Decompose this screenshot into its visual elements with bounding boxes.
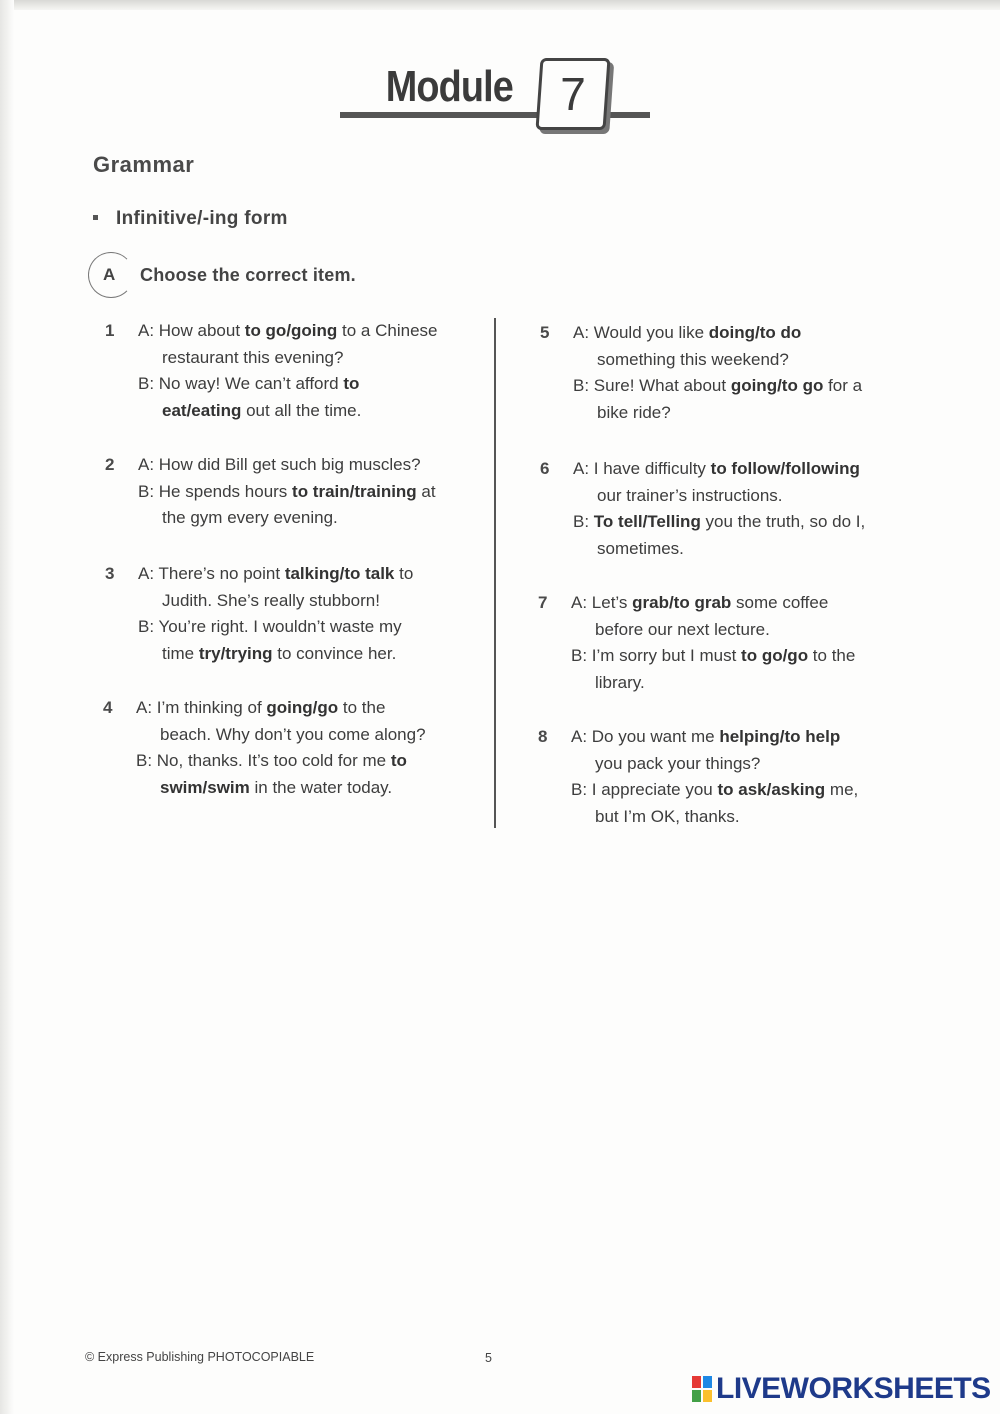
dialogue-text: for a (823, 376, 863, 395)
dialogue-text: B: I appreciate you (571, 780, 718, 799)
dialogue-text: A: Do you want me (571, 727, 720, 746)
dialogue-line-continuation (595, 670, 645, 697)
dialogue-text: to (394, 564, 414, 583)
subsection-title: Infinitive/-ing form (116, 208, 288, 229)
dialogue-line-speaker (571, 590, 828, 617)
dialogue-line-continuation (595, 617, 770, 644)
dialogue-line-speaker (138, 479, 436, 506)
answer-choice[interactable]: grab/to grab (632, 593, 732, 612)
dialogue-text: A: Let’s (571, 593, 633, 612)
answer-choice[interactable]: eat/eating (162, 400, 242, 420)
dialogue-text: sometimes. (597, 538, 684, 558)
liveworksheets-watermark: LIVEWORKSHEETS (716, 1372, 991, 1405)
answer-choice[interactable]: to ask/asking (717, 780, 826, 799)
dialogue-text: time (162, 643, 199, 663)
dialogue-text: A: There’s no point (138, 564, 285, 583)
column-divider (494, 318, 496, 828)
exercise-letter: A (103, 265, 116, 284)
dialogue-text: bike ride? (597, 402, 671, 422)
item-number: 6 (540, 459, 550, 478)
dialogue-text: before our next lecture. (595, 619, 770, 639)
exercise-instruction: Choose the correct item. (140, 265, 356, 285)
dialogue-text: you pack your things? (595, 753, 761, 773)
dialogue-line-speaker (136, 695, 385, 722)
dialogue-line-continuation (595, 804, 740, 831)
dialogue-line-continuation (162, 505, 338, 532)
dialogue-text: A: How about (138, 321, 245, 340)
dialogue-line-continuation (597, 400, 671, 427)
liveworksheets-logo-icon (692, 1376, 712, 1402)
dialogue-text: some coffee (731, 593, 829, 612)
dialogue-line-speaker (138, 452, 421, 479)
answer-choice[interactable]: going/go (266, 698, 339, 717)
dialogue-line-speaker (571, 724, 840, 751)
page-number: 5 (485, 1351, 492, 1365)
dialogue-line-continuation (595, 751, 760, 778)
answer-choice[interactable]: going/to go (730, 376, 824, 395)
answer-choice[interactable]: talking/to talk (284, 564, 395, 583)
dialogue-text: you the truth, so do I, (700, 512, 866, 531)
dialogue-line-continuation (162, 345, 343, 372)
dialogue-text: to a Chinese (337, 321, 438, 340)
answer-choice[interactable]: to train/training (292, 481, 417, 501)
copyright-footer: © Express Publishing PHOTOCOPIABLE (85, 1350, 315, 1364)
dialogue-text: but I’m OK, thanks. (595, 806, 740, 826)
dialogue-text: A: I’m thinking of (136, 698, 267, 717)
dialogue-text: in the water today. (249, 777, 393, 797)
dialogue-text: beach. Why don’t you come along? (160, 724, 426, 744)
dialogue-line-continuation (160, 722, 426, 749)
dialogue-line-continuation (597, 536, 684, 563)
dialogue-text: B: No, thanks. It’s too cold for me (136, 751, 391, 770)
answer-choice[interactable]: to (343, 374, 360, 393)
dialogue-line-speaker (573, 509, 865, 536)
dialogue-text: to the (808, 646, 856, 665)
section-title: Grammar (93, 152, 195, 177)
answer-choice[interactable]: to follow/following (710, 459, 860, 478)
scan-shadow-top (0, 0, 1000, 10)
answer-choice[interactable]: helping/to help (719, 727, 841, 746)
answer-choice[interactable]: try/trying (198, 643, 273, 663)
dialogue-line-speaker (138, 371, 359, 398)
dialogue-text: B: No way! We can’t afford (138, 374, 344, 393)
answer-choice[interactable]: doing/to do (708, 323, 802, 342)
dialogue-line-continuation (160, 775, 392, 802)
dialogue-text: me, (825, 780, 859, 799)
answer-choice[interactable]: to go/go (741, 646, 809, 665)
dialogue-line-speaker (573, 320, 801, 347)
dialogue-text: the gym every evening. (162, 508, 338, 527)
dialogue-text: to convince her. (272, 643, 397, 663)
dialogue-line-speaker (138, 318, 438, 345)
dialogue-text: B: I’m sorry but I must (571, 646, 742, 665)
dialogue-line-speaker (138, 614, 402, 641)
dialogue-text: something this weekend? (597, 349, 789, 369)
dialogue-text: our trainer’s instructions. (597, 485, 783, 505)
dialogue-line-continuation (597, 347, 789, 374)
dialogue-line-speaker (138, 561, 413, 588)
scan-shadow-left (0, 0, 14, 1414)
item-number: 3 (105, 564, 115, 583)
bullet-icon (93, 215, 98, 220)
answer-choice[interactable]: to (390, 751, 407, 770)
module-number: 7 (560, 68, 586, 120)
dialogue-text: at (416, 481, 436, 501)
item-number: 8 (538, 727, 548, 746)
dialogue-line-speaker (573, 456, 860, 483)
dialogue-line-speaker (136, 748, 407, 775)
dialogue-line-continuation (597, 483, 783, 510)
dialogue-line-speaker (571, 777, 858, 804)
answer-choice[interactable]: swim/swim (160, 777, 250, 797)
module-heading: Module (384, 62, 518, 112)
item-number: 5 (540, 323, 550, 342)
module-number-box (535, 58, 610, 130)
item-number: 7 (538, 593, 548, 612)
answer-choice[interactable]: to go/going (244, 321, 338, 340)
dialogue-text: B: Sure! What about (573, 376, 731, 395)
dialogue-text: B: (573, 512, 594, 531)
dialogue-text: A: I have difficulty (573, 459, 711, 478)
dialogue-text: Judith. She’s really stubborn! (162, 590, 380, 610)
dialogue-text: B: He spends hours (138, 481, 293, 501)
dialogue-text: A: How did Bill get such big muscles? (138, 455, 421, 474)
item-number: 4 (103, 698, 113, 717)
dialogue-text: out all the time. (241, 400, 362, 420)
item-number: 2 (105, 455, 115, 474)
item-number: 1 (105, 321, 115, 340)
dialogue-text: B: You’re right. I wouldn’t waste my (138, 617, 402, 636)
dialogue-line-speaker (573, 373, 862, 400)
dialogue-line-continuation (162, 398, 361, 425)
dialogue-line-continuation (162, 588, 380, 615)
answer-choice[interactable]: To tell/Telling (593, 512, 701, 531)
dialogue-text: to the (338, 698, 386, 717)
dialogue-line-speaker (571, 643, 855, 670)
dialogue-text: library. (595, 672, 645, 692)
dialogue-text: restaurant this evening? (162, 347, 344, 367)
dialogue-line-continuation (162, 641, 396, 668)
dialogue-text: A: Would you like (573, 323, 709, 342)
